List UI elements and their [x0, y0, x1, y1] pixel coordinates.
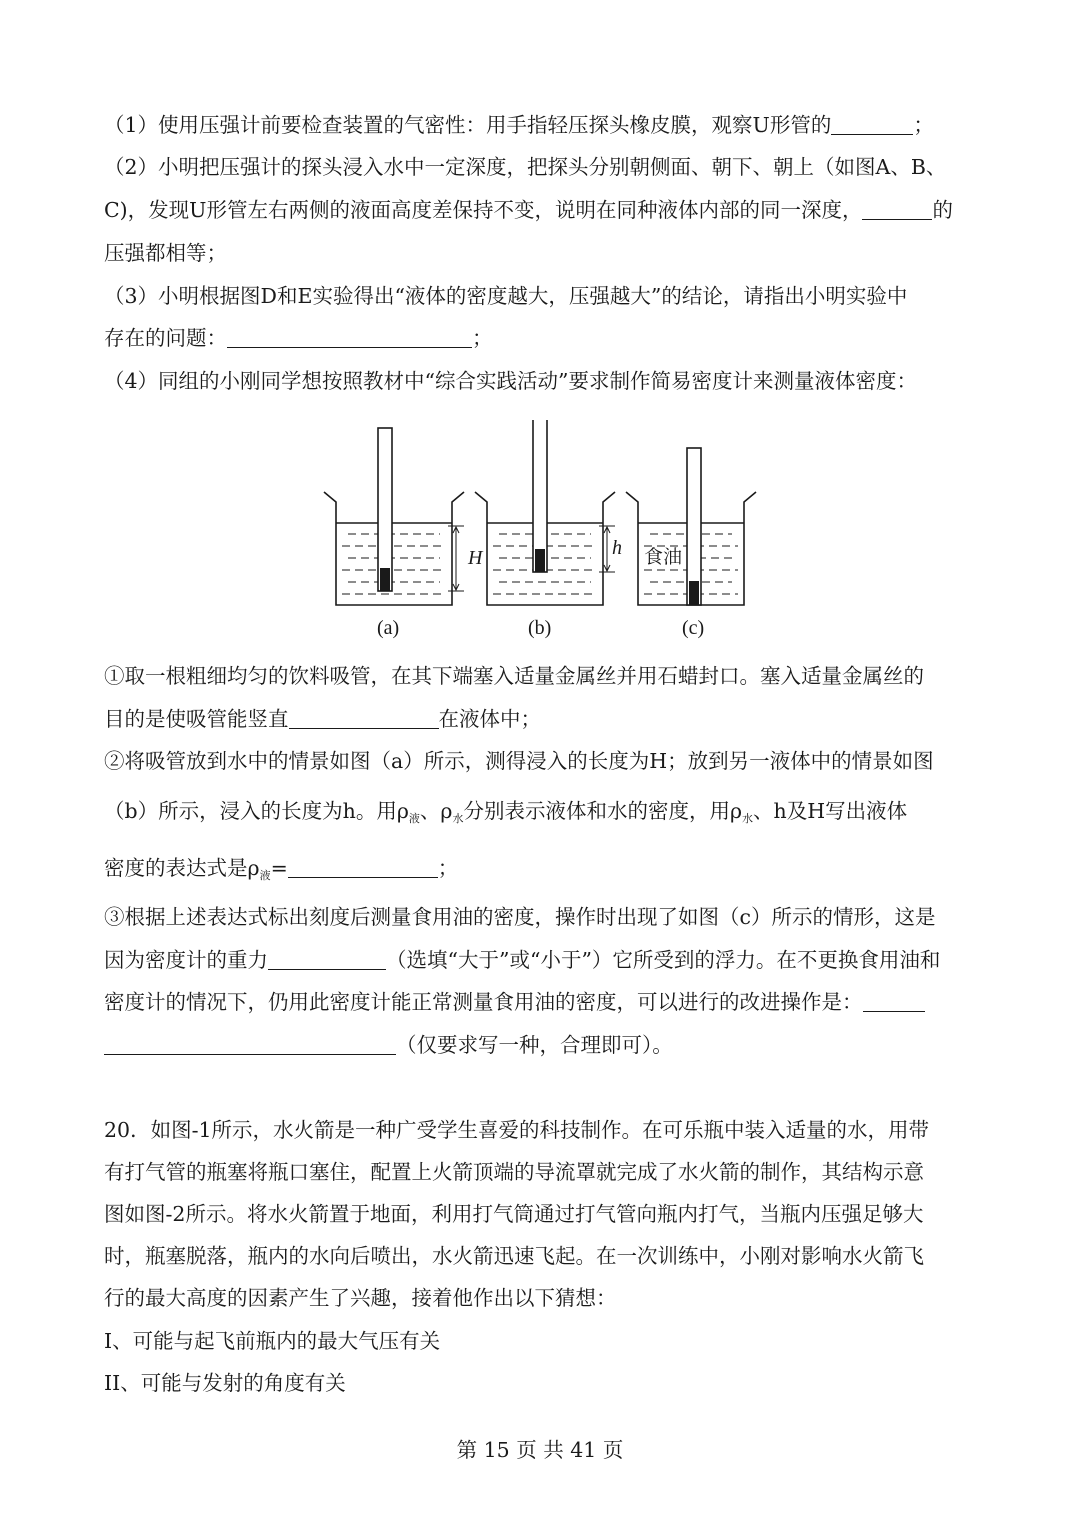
q19-part4-intro: （4）同组的小刚同学想按照教材中“综合实践活动”要求制作简易密度计来测量液体密度： [104, 369, 918, 393]
step3-line4: （仅要求写一种，合理即可）。 [104, 1030, 673, 1060]
q19-part3-line1: （3）小明根据图D和E实验得出“液体的密度越大，压强越大”的结论，请指出小明实验中 [104, 284, 908, 308]
q20-line5: 行的最大高度的因素产生了兴趣，接着他作出以下猜想： [104, 1286, 617, 1310]
label-c: (c) [682, 617, 705, 639]
q19-part3-line2: 存在的问题： ； [104, 326, 493, 350]
beaker-diagram [320, 420, 760, 650]
page-number: 第 15 页 共 41 页 [456, 1438, 624, 1462]
answer-blank-2[interactable] [862, 199, 932, 220]
step3-line3: 密度计的情况下，仍用此密度计能正常测量食用油的密度，可以进行的改进操作是： [104, 987, 925, 1017]
q19-part2-line3: 压强都相等； [104, 241, 227, 265]
answer-blank-6[interactable] [268, 949, 386, 970]
q20-line4: 时，瓶塞脱落，瓶内的水向后喷出，水火箭迅速飞起。在一次训练中，小刚对影响水火箭飞 [104, 1244, 924, 1268]
q20-guess1: I、可能与起飞前瓶内的最大气压有关 [104, 1329, 441, 1353]
label-h: h [612, 537, 622, 559]
beaker-c [626, 448, 756, 605]
q20-guess2: II、可能与发射的角度有关 [104, 1371, 346, 1395]
q19-part2-line2: C)，发现U形管左右两侧的液面高度差保持不变，说明在同种液体内部的同一深度， 的 [104, 198, 953, 222]
step2-line3: 密度的表达式是$\rho_液=$ ； [104, 856, 459, 882]
label-b: (b) [528, 617, 552, 639]
answer-blank-3[interactable] [227, 327, 472, 348]
label-H: H [468, 547, 483, 569]
beaker-b [475, 420, 615, 605]
answer-blank-7[interactable] [863, 991, 925, 1012]
answer-blank-5[interactable] [288, 857, 438, 878]
answer-blank-4[interactable] [289, 708, 439, 729]
step2-line1: ②将吸管放到水中的情景如图（a）所示，测得浸入的长度为H；放到另一液体中的情景如图 [104, 749, 934, 773]
step3-line1: ③根据上述表达式标出刻度后测量食用油的密度，操作时出现了如图（c）所示的情形，这是 [104, 905, 936, 929]
answer-blank-1[interactable] [831, 114, 913, 135]
answer-blank-7-cont[interactable] [104, 1034, 396, 1055]
step1-line1: ①取一根粗细均匀的饮料吸管，在其下端塞入适量金属丝并用石蜡封口。塞入适量金属丝的 [104, 664, 924, 688]
q20-line2: 有打气管的瓶塞将瓶口塞住，配置上火箭顶端的导流罩就完成了水火箭的制作，其结构示意 [104, 1160, 924, 1184]
step1-line2: 目的是使吸管能竖直 在液体中； [104, 707, 541, 731]
beaker-figure [320, 420, 760, 650]
label-a: (a) [377, 617, 400, 639]
label-oil: 食油 [644, 546, 683, 568]
q19-part2-line1: （2）小明把压强计的探头浸入水中一定深度，把探头分别朝侧面、朝下、朝上（如图A、B、 [104, 155, 947, 179]
q20-line3: 图如图-2所示。将水火箭置于地面，利用打气筒通过打气管向瓶内打气，当瓶内压强足够大 [104, 1202, 924, 1226]
beaker-a [324, 428, 464, 605]
step2-line2: （b）所示，浸入的长度为h。用$\rho_液$、$\rho_水$分别表示液体和水的密度，用$\rho_水$、h及H写出液体 [104, 799, 908, 825]
q19-part1: （1）使用压强计前要检查装置的气密性：用手指轻压探头橡皮膜，观察U形管的 ； [104, 113, 934, 137]
step3-line2: 因为密度计的重力 （选填“大于”或“小于”）它所受到的浮力。在不更换食用油和 [104, 948, 941, 972]
q20-line1: 20．如图-1所示，水火箭是一种广受学生喜爱的科技制作。在可乐瓶中装入适量的水，用带 [104, 1118, 930, 1142]
